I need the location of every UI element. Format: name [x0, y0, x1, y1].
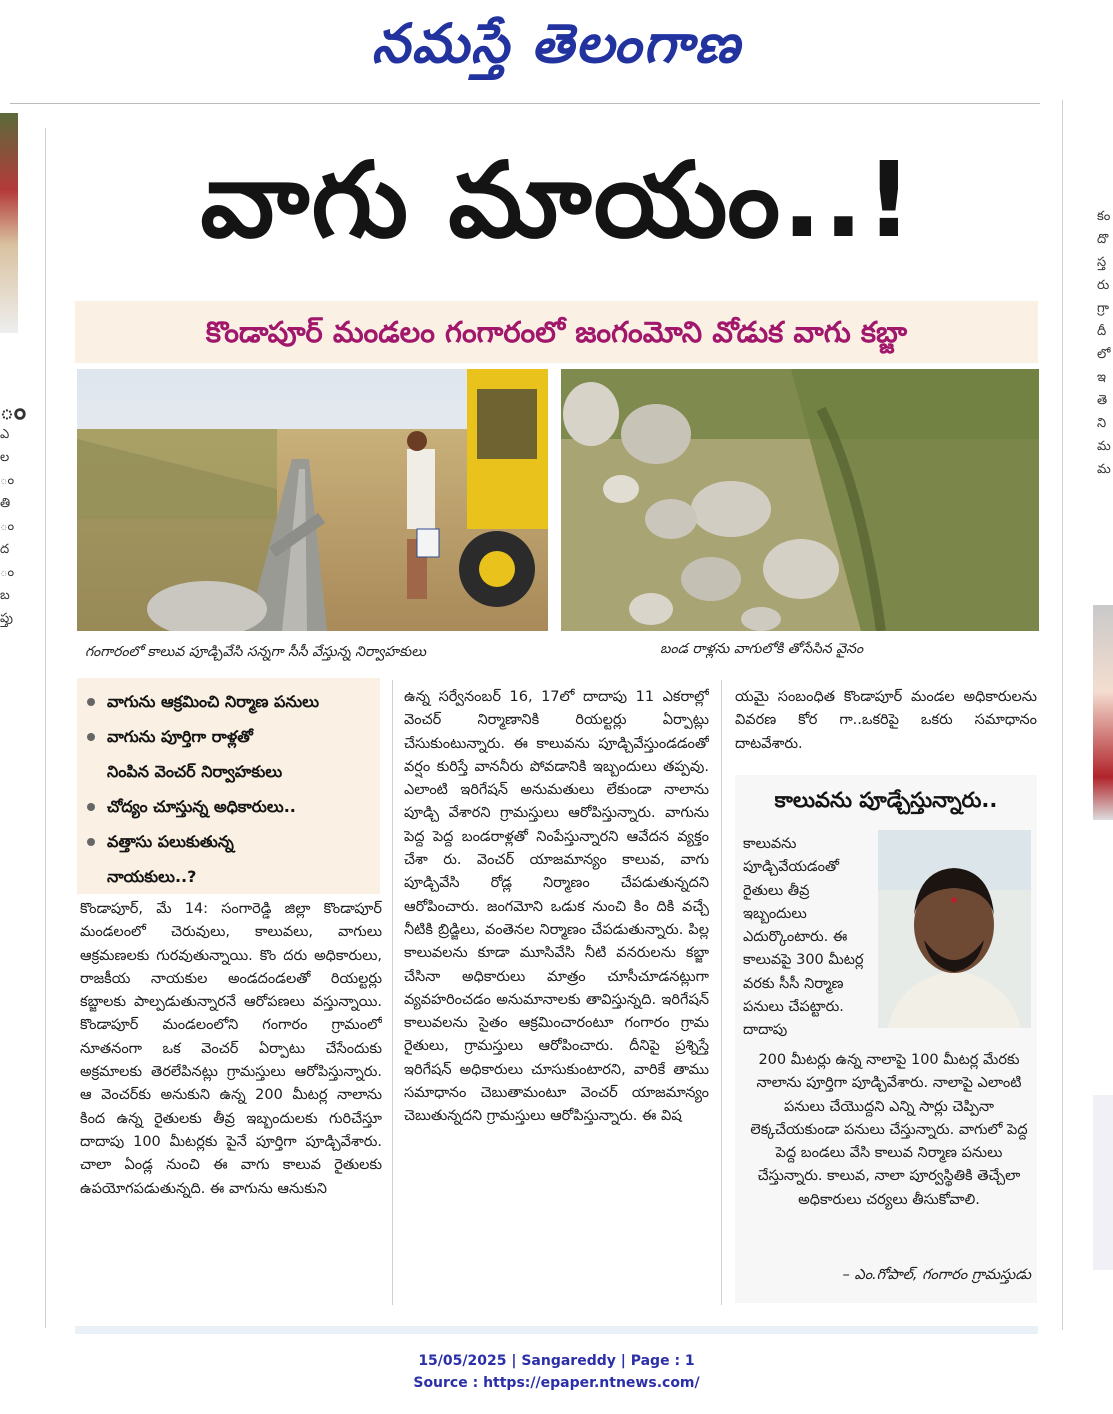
subheadline: కొండాపూర్ మండలం గంగారంలో జంగంమోని వోడుక వాగు కబ్జా	[75, 301, 1038, 363]
article-column-2: ఉన్న సర్వేనంబర్ 16, 17లో దాదాపు 11 ఎకరాల్లో వెంచర్ నిర్మాణానికి రియల్టర్లు ఏర్పాట్లు చేసుకుంటున్నారు. ఈ కాలువను పూడ్చివేస్తుండడంతో వర్షం కురిస్తే వాననీరు పోవడానికి ఇబ్బందులు తప్పవు. ఎలాంటి ఇరిగేషన్ అనుమతులు లేకుండా నాలాను పూడ్చి వేశారని గ్రామస్తులు ఆరోపిస్తున్నారు. వాగును పెద్ద పెద్ద బండరాళ్లతో నింపేస్తున్నారని ఆవేదన వ్యక్తం చేశా రు. వెంచర్ యాజమాన్యం కాలువ, వాగు పూడ్చివేసి రోడ్ల నిర్మాణం చేపడుతున్నదని ఆరోపించారు. జంగమోని ఒడుక నుంచి కిం దికి వచ్చే నీటికి బ్రిడ్జిలు, వంతెనల నిర్మాణం చేపడుతున్నారు. పిల్ల కాలువలను కూడా మూసివేసి నీటి వనరులను కబ్జా చేసినా అధికారులు మాత్రం చూసీచూడనట్లుగా వ్యవహరించడం అనుమానాలకు తావిస్తున్నది. ఇరిగేషన్ కాలువలను సైతం ఆక్రమించారంటూ గంగారం గ్రామ రైతులు, గ్రామస్తులు ఆరోపించారు. దీనిపై ప్రశ్నిస్తే ఇరిగేషన్ అధికారులు చూసుకుంటారని, వారికే తాము సమాధానం చెబుతామంటూ వెంచర్ యాజమాన్యం చెబుతున్నదని గ్రామస్తులు ఆరోపిస్తున్నారు. ఈ విష	[404, 689, 709, 1125]
fragment: ం	[0, 397, 27, 425]
fragment: ం	[0, 519, 15, 534]
highlights-list	[77, 678, 380, 894]
left-neighbor-photo	[0, 113, 18, 333]
fragment: కం	[1097, 209, 1111, 224]
fragment: ప్తు	[0, 611, 13, 626]
highlight-item-continued: నాయకులు..?	[107, 867, 197, 886]
fragment: గ్రా	[1097, 301, 1109, 316]
left-column-rule	[45, 128, 46, 1328]
fragment: స్త	[1097, 255, 1107, 270]
quote-text: 200 మీటర్లు ఉన్న నాలాపై 100 మీటర్ల మేరకు నాలాను పూర్తిగా పూడ్చివేశారు. నాలాపై ఎలాంటి పనులు చేయొద్దని ఎన్ని సార్లు చెప్పినా లెక్కచేయకుండా పనులు చేస్తున్నారు. వాగులో పెద్ద పెద్ద బండలు వేసి కాలువ నిర్మాణ పనులు చేస్తున్నారు. కాలువ, నాలా పూర్వస్థితికి తెచ్చేలా అధికారులు చర్యలు తీసుకోవాలి.	[750, 1052, 1028, 1208]
fragment: తి	[0, 496, 11, 511]
footer-source[interactable]: Source : https://epaper.ntnews.com/	[413, 1375, 700, 1391]
quote-box	[735, 775, 1037, 1303]
page-footer	[0, 1350, 1113, 1394]
fragment: బ	[0, 588, 10, 603]
fragment: రు	[1097, 278, 1110, 293]
right-neighbor-photo	[1093, 605, 1113, 820]
highlight-item-continued: నింపిన వెంచర్ నిర్వాహకులు	[107, 762, 283, 781]
fragment: ల	[0, 450, 10, 465]
photo-caption-2: బండ రాళ్లను వాగులోకి తోసేసిన వైనం	[660, 641, 864, 657]
column-rule	[392, 680, 393, 1305]
footer-date-page: 15/05/2025 | Sangareddy | Page : 1	[418, 1353, 695, 1369]
photo-caption-1: గంగారంలో కాలువ పూడ్చివేసి సన్నగా సీసీ వేస్తున్న నిర్వాహకులు	[85, 644, 427, 660]
highlights-box	[77, 678, 380, 894]
fragment: ం	[0, 473, 15, 488]
highlight-item: చోద్యం చూస్తున్న అధికారులు..	[107, 789, 372, 824]
bottom-band	[75, 1326, 1038, 1334]
left-edge-fragments	[0, 397, 27, 630]
highlight-item: వత్తాసు పలుకుతున్న	[107, 824, 372, 859]
fragment: దొ	[1097, 232, 1109, 247]
right-edge-fragments	[1097, 205, 1113, 481]
fragment: ఇ	[1097, 370, 1106, 385]
masthead	[0, 0, 1113, 95]
quote-text-narrow: కాలువను పూడ్చివేయడంతో రైతులు తీవ్ర ఇబ్బందులు ఎదుర్కొంటారు. ఈ కాలువపై 300 మీటర్ల వరకు సీసీ నిర్మాణ పనులు చేపట్టారు. దాదాపు	[743, 836, 864, 1039]
header-rule	[10, 103, 1040, 104]
photo-boulders-in-stream-icon	[561, 369, 1039, 631]
photo-boulders-in-stream	[561, 369, 1039, 631]
fragment: మ	[1097, 462, 1111, 477]
quote-signature: – ఎం.గోపాల్, గంగారం గ్రామస్తుడు	[842, 1267, 1031, 1283]
person-portrait-icon	[878, 830, 1031, 1028]
highlight-item: వాగును ఆక్రమించి నిర్మాణ పనులు	[107, 684, 372, 719]
fragment: దీ	[1097, 324, 1107, 339]
article-column-1: కొండాపూర్, మే 14: సంగారెడ్డి జిల్లా కొండాపూర్ మండలంలో చెరువులు, కాలువలు, వాగులు ఆక్రమణలకు గురవుతున్నాయి. కొం దరు అధికారులు, రాజకీయ నాయకుల అండదండలతో రియల్టర్లు కబ్జాలకు పాల్పడుతున్నారనే ఆరోపణలు వస్తున్నాయి. కొండాపూర్ మండలంలోని గంగారం గ్రామంలో నూతనంగా ఒక వెంచర్ ఏర్పాటు చేసేందుకు అక్రమాలకు తెరలేపినట్లు గ్రామస్తులు ఆరోపిస్తున్నారు. ఆ వెంచర్‌కు అనుకుని ఉన్న 200 మీటర్ల నాలాను కింద ఉన్న రైతులకు తీవ్ర ఇబ్బందులకు గురిచేస్తూ దాదాపు 100 మీటర్లకు పైనే పూర్తిగా పూడ్చివేశారు. చాలా ఏండ్ల నుంచి ఈ వాగు కాలువ రైతులకు ఉపయోగపడుతున్నది. ఈ వాగును ఆనుకుని	[80, 901, 382, 1197]
fragment: ఎ	[0, 427, 10, 442]
quote-title: కాలువను పూడ్చేస్తున్నారు..	[774, 788, 998, 812]
newspaper-title: నమస్తే తెలంగాణ	[371, 11, 742, 75]
article-column-3: యమై సంబంధిత కొండాపూర్ మండల అధికారులను వివరణ కోర గా..ఒకరిపై ఒకరు సమాధానం దాటవేశారు.	[735, 689, 1037, 752]
right-neighbor-box	[1093, 1095, 1113, 1270]
column-rule	[721, 680, 722, 1305]
photo-construction-site	[77, 369, 548, 631]
fragment: ద	[0, 542, 10, 557]
headline: వాగు మాయం..!	[200, 139, 915, 261]
fragment: ని	[1097, 416, 1107, 431]
fragment: లో	[1097, 347, 1111, 362]
fragment: తె	[1097, 393, 1108, 408]
highlight-item: వాగును పూర్తిగా రాళ్లతో	[107, 719, 372, 754]
right-column-rule	[1062, 100, 1063, 1330]
fragment: ం	[0, 565, 15, 580]
fragment: మ	[1097, 439, 1111, 454]
photo-construction-site-icon	[77, 369, 548, 631]
